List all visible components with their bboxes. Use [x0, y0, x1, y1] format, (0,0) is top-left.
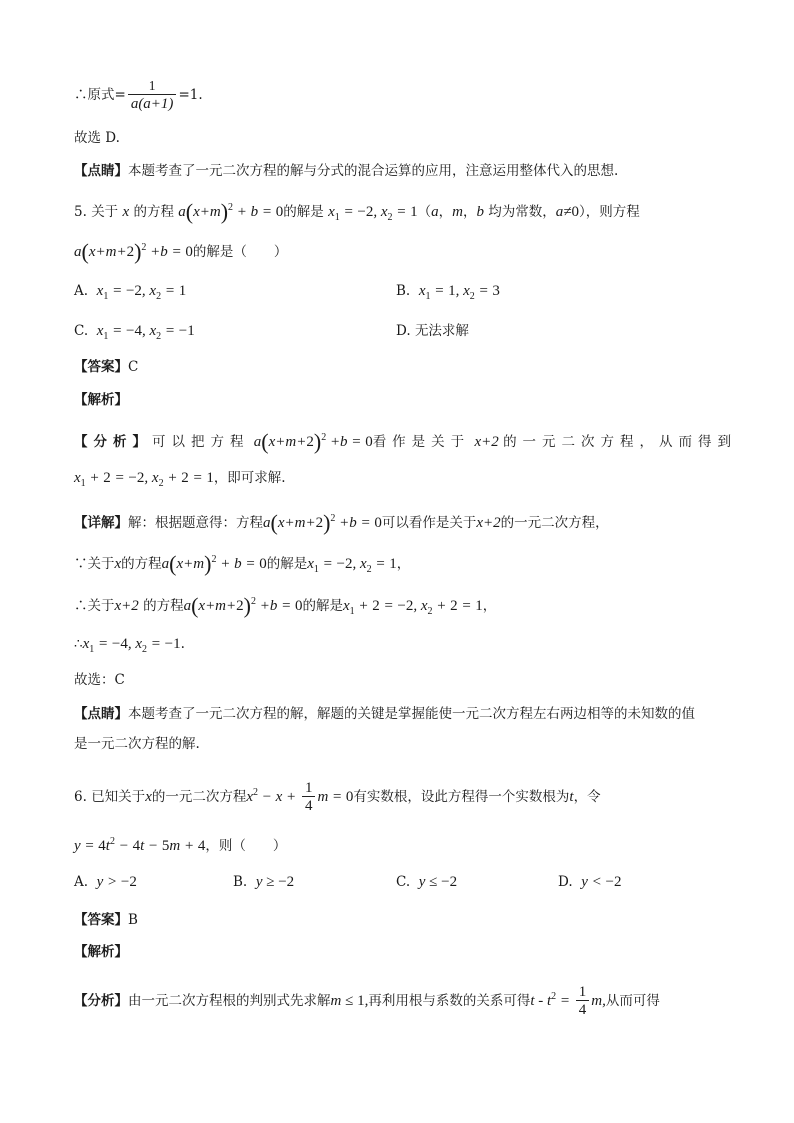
text: 的一元二次方程， — [500, 515, 609, 531]
math: x — [122, 204, 130, 220]
text: 的解是 — [266, 556, 308, 572]
dianjing-5-line-2: 是一元二次方程的解. — [74, 736, 200, 752]
text: 解：根据题意得：方程 — [128, 515, 263, 531]
math: $x_1 = -2$, $x_2 = 1$ — [96, 283, 187, 302]
question-number: 5. — [74, 204, 87, 220]
q6-option-d — [558, 872, 621, 892]
option-label: D. — [558, 874, 573, 890]
option-label: B. — [396, 283, 411, 299]
text: 的一元二次方程 — [151, 788, 247, 805]
text: ∵关于 — [74, 556, 115, 572]
fenxi-5-line-2 — [74, 468, 286, 494]
conclusion-prefix: ∴原式= — [74, 87, 126, 103]
note-text: 本题考查了一元二次方程的解与分式的混合运算的应用，注意运用整体代入的思想. — [128, 163, 619, 179]
text: 的一元二次方程，从而得到 — [503, 434, 738, 450]
option-label: C. — [396, 874, 411, 890]
fenxi-tag: 【分析】 — [74, 992, 128, 1009]
answer-tag: 【答案】 — [74, 359, 128, 375]
math: $x_1 = -4$, $x_2 = -1$ — [82, 636, 181, 655]
math: $x_1 + 2 = -2$, $x_2 + 2 = 1$ — [74, 470, 214, 489]
math-equation: $a(x+m+2)^2 +b = 0$ — [183, 593, 303, 618]
note-line — [74, 161, 618, 181]
answer-6 — [74, 910, 138, 930]
text: 可以看作是关于 — [381, 515, 477, 531]
math: y < −2 — [581, 874, 622, 890]
note-tag: 【点睛】 — [74, 163, 128, 179]
answer-tag: 【答案】 — [74, 912, 128, 928]
math: x+2 — [114, 598, 139, 614]
math: m — [452, 204, 463, 220]
math: x — [145, 788, 152, 805]
math-equation: $a(x+m+2)^2 +b = 0$ — [263, 510, 382, 535]
fraction-numerator: 1 — [148, 78, 156, 93]
text: ∴ — [74, 636, 83, 652]
answer-5 — [74, 357, 138, 377]
math-equation: $a(x+m)^2 + b = 0$ — [161, 551, 267, 576]
text: 从而可得 — [605, 992, 660, 1009]
math: a — [431, 204, 439, 220]
fenxi-5-line-1 — [74, 428, 737, 452]
math: $x_1 = -2$, $x_2 = 1$ — [307, 556, 397, 575]
math: y > −2 — [96, 874, 137, 890]
since-line — [74, 550, 410, 580]
option-label: D. — [396, 323, 411, 339]
option-d — [396, 321, 469, 341]
conclusion-suffix: =1. — [178, 87, 203, 103]
text: 已知关于 — [91, 788, 146, 805]
math: $x_1 + 2 = -2$, $x_2 + 2 = 1$ — [342, 598, 483, 617]
math: x — [114, 556, 122, 572]
math: y ≥ −2 — [255, 874, 295, 890]
text: ），则方程 — [579, 204, 640, 220]
math: $x_1 = 1$, $x_2 = 3$ — [418, 283, 500, 302]
question-number: 6. — [74, 788, 87, 805]
option-text: 无法求解 — [414, 323, 469, 339]
text: 的方程 — [121, 556, 162, 572]
xiangjie-tag: 【详解】 — [74, 515, 128, 531]
dianjing-tag: 【点睛】 — [74, 706, 128, 722]
text: ，令 — [573, 788, 601, 805]
question-6-line-1 — [74, 780, 601, 815]
text: ∴关于 — [74, 598, 115, 614]
math: y ≤ −2 — [418, 874, 458, 890]
question-5-line-2 — [74, 238, 287, 262]
xiangjie-line — [74, 509, 609, 533]
q6-option-c — [396, 872, 457, 892]
conclusion-line — [74, 78, 203, 113]
math-equation: t - $t^2$ = $\frac{1}{4}$ m, — [530, 984, 606, 1018]
choice-line-5: 故选：C — [74, 672, 125, 688]
option-label: B. — [233, 874, 248, 890]
dianjing-5-line-1 — [74, 704, 695, 724]
option-a — [74, 281, 186, 307]
question-5-line-1: 5. 关于 x 的方程 $a(x+m)^2 + b = 0$的解是 $x_1 = -2$, $x_2 = 1(a$，m，b 均为常数，a≠0），则方程 — [74, 199, 640, 224]
text: 有实数根，设此方程得一个实数根为 — [353, 788, 570, 805]
text: 的解是 — [302, 598, 343, 614]
text: 的方程 — [143, 598, 184, 614]
fenxi-6-line — [74, 984, 660, 1019]
math: t — [569, 788, 574, 805]
option-label: A. — [74, 874, 89, 890]
text: 可以把方程 — [152, 434, 250, 450]
math-equation: $x^2 - x$ + $\frac{1}{4}$ m = 0 — [246, 780, 354, 814]
analysis-6-heading: 【解析】 — [74, 944, 128, 960]
q6-option-b — [233, 872, 294, 892]
text: 由一元二次方程根的判别式先求解 — [128, 992, 331, 1009]
fraction — [128, 78, 177, 113]
result-line — [74, 634, 185, 660]
math: m ≤ 1, — [330, 992, 369, 1009]
text: 关于 — [91, 204, 119, 220]
math-equation: $a(x+m+2)^2 +b = 0$ — [74, 239, 193, 264]
answer-value: C — [128, 359, 139, 375]
math-roots: $x_1 = -2$, $x_2 = 1$ — [328, 204, 418, 223]
option-c — [74, 321, 195, 347]
text: 本题考查了一元二次方程的解，解题的关键是掌握能使一元二次方程左右两边相等的未知数的值 — [128, 706, 695, 722]
math-equation: $y = 4t^2 - 4t - 5m + 4$ — [74, 836, 206, 854]
text: 的方程 — [133, 204, 174, 220]
option-label: A. — [74, 283, 89, 299]
text: ，即可求解. — [213, 470, 286, 486]
option-label: C. — [74, 323, 89, 339]
text: ，则（ ） — [205, 838, 287, 854]
question-6-line-2 — [74, 832, 286, 856]
text: 再利用根与系数的关系可得 — [368, 992, 531, 1009]
math-equation: $a(x+m+2)^2 +b = 0$ — [253, 429, 373, 454]
option-b — [396, 281, 500, 307]
text: ， — [482, 598, 497, 614]
answer-value: B — [128, 912, 138, 928]
math: x+2 — [476, 515, 501, 531]
text: . — [180, 636, 185, 652]
math-equation: $a(x+m)^2 + b = 0$ — [178, 199, 284, 224]
math: x+2 — [474, 434, 499, 450]
text: 的解是 — [283, 204, 324, 220]
text: 看作是关于 — [372, 434, 471, 450]
math: b — [476, 204, 484, 220]
fenxi-tag: 【分析】 — [74, 434, 152, 450]
text: 的解是（ ） — [192, 244, 288, 260]
text: ， — [396, 556, 411, 572]
math: a≠0 — [555, 204, 580, 220]
text: 均为常数， — [488, 204, 556, 220]
choice-line: 故选 D. — [74, 130, 120, 146]
q6-option-a — [74, 872, 137, 892]
text: （ — [417, 204, 432, 220]
therefore-line — [74, 592, 496, 622]
math: $x_1 = -4$, $x_2 = -1$ — [96, 323, 195, 342]
analysis-5-heading: 【解析】 — [74, 392, 128, 408]
fraction-denominator: a(a+1) — [128, 94, 177, 113]
